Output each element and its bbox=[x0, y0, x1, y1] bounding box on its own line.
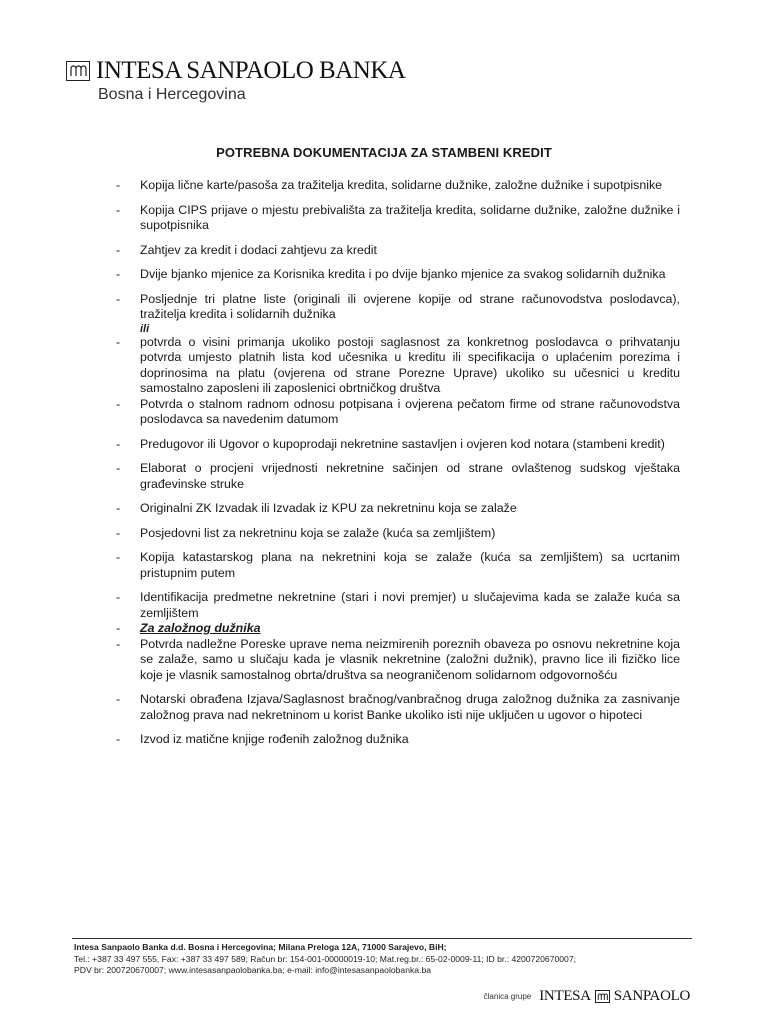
list-item: - Kopija lične karte/pasoša za tražitelja kredita, solidarne dužnike, založne dužnike i supotpisnike bbox=[112, 178, 680, 194]
section-subheading: - Za založnog dužnika bbox=[112, 621, 680, 637]
footer-line-2: Tel.: +387 33 497 555, Fax: +387 33 497 589; Račun br: 154-001-00000019-10; Mat.reg.br.: 65-02-0009-11; ID br.: 4200720670007; bbox=[74, 953, 576, 964]
group-name-left: INTESA bbox=[539, 988, 591, 1004]
group-logo-icon bbox=[595, 990, 610, 1003]
list-item: - Zahtjev za kredit i dodaci zahtjevu za kredit bbox=[112, 243, 680, 259]
list-item: - Elaborat o procjeni vrijednosti nekretnine sačinjen od strane ovlaštenog sudskog vještaka građevinske struke bbox=[112, 461, 680, 492]
document-title: POTREBNA DOKUMENTACIJA ZA STAMBENI KREDIT bbox=[216, 145, 552, 160]
bank-logo bbox=[66, 58, 405, 84]
bank-header bbox=[66, 58, 405, 104]
list-item: - Potvrda nadležne Poreske uprave nema neizmirenih poreznih obaveza po osnovu nekretnine koja se zalaže, samo u slučaju kada je vlasnik nekretnine (založni dužnik), pravno lice ili fizičko lice koje je vlasnik samostalnog obrta/društva sa neograničenom solidarnom odgovornošću bbox=[112, 637, 680, 684]
documentation-list bbox=[112, 178, 680, 748]
footer bbox=[74, 942, 694, 977]
footer-line-3: PDV br: 200720670007; www.intesasanpaolobanka.ba; e-mail: info@intesasanpaolobanka.ba bbox=[74, 965, 432, 975]
list-item: - Posljednje tri platne liste (originali ili ovjerene kopije od strane računovodstva poslodavca), tražitelja kredita i solidarnih dužnika bbox=[112, 292, 680, 323]
bank-logo-icon bbox=[66, 61, 90, 81]
bank-subtitle: Bosna i Hercegovina bbox=[98, 86, 246, 103]
footer-line-1: Intesa Sanpaolo Banka d.d. Bosna i Hercegovina; Milana Preloga 12A, 71000 Sarajevo, BiH; bbox=[74, 942, 447, 952]
list-item: - Originalni ZK Izvadak ili Izvadak iz KPU za nekretninu koja se zalaže bbox=[112, 501, 680, 517]
bank-name: INTESA SANPAOLO BANKA bbox=[96, 57, 406, 84]
list-item: - Kopija katastarskog plana na nekretnini koja se zalaže (kuća sa zemljištem) sa ucrtanim pristupnim putem bbox=[112, 550, 680, 581]
list-item: - Potvrda o stalnom radnom odnosu potpisana i ovjerena pečatom firme od strane računovodstva poslodavca sa navedenim datumom bbox=[112, 397, 680, 428]
list-item: - Identifikacija predmetne nekretnine (stari i novi premjer) u slučajevima kada se zalaže kuća sa zemljištem bbox=[112, 590, 680, 621]
list-item: - Predugovor ili Ugovor o kupoprodaji nekretnine sastavljen i ovjeren kod notara (stambeni kredit) bbox=[112, 437, 680, 453]
group-brand bbox=[484, 988, 690, 1005]
list-item: - Dvije bjanko mjenice za Korisnika kredita i po dvije bjanko mjenice za svakog solidarnih dužnika bbox=[112, 267, 680, 283]
list-item: - Kopija CIPS prijave o mjestu prebivališta za tražitelja kredita, solidarne dužnike, založne dužnike i supotpisnika bbox=[112, 203, 680, 234]
member-label: članica grupe bbox=[483, 992, 532, 1001]
list-item: - potvrda o visini primanja ukoliko postoji saglasnost za konkretnog poslodavca o prihvatanju potvrda umjesto platnih lista kod učesnika u kreditu ili specifikacija o uplaćenim porezima i doprinosima na platu (ovjerena od strane Porezne Uprave) ukoliko su učesnici u kreditu samostalno zaposleni ili zaposlenici obrtničkog društva bbox=[112, 335, 680, 397]
ili-separator: ili bbox=[140, 322, 150, 335]
list-item: - Posjedovni list za nekretninu koja se zalaže (kuća sa zemljištem) bbox=[112, 526, 680, 542]
list-item: - Notarski obrađena Izjava/Saglasnost bračnog/vanbračnog druga založnog dužnika za zasnivanje založnog prava nad nekretninom u korist Banke ukoliko isti nije uključen u ugovor o hipoteci bbox=[112, 692, 680, 723]
group-name-right: SANPAOLO bbox=[613, 988, 690, 1004]
footer-divider bbox=[72, 938, 692, 939]
list-item: - Izvod iz matične knjige rođenih založnog dužnika bbox=[112, 732, 680, 748]
